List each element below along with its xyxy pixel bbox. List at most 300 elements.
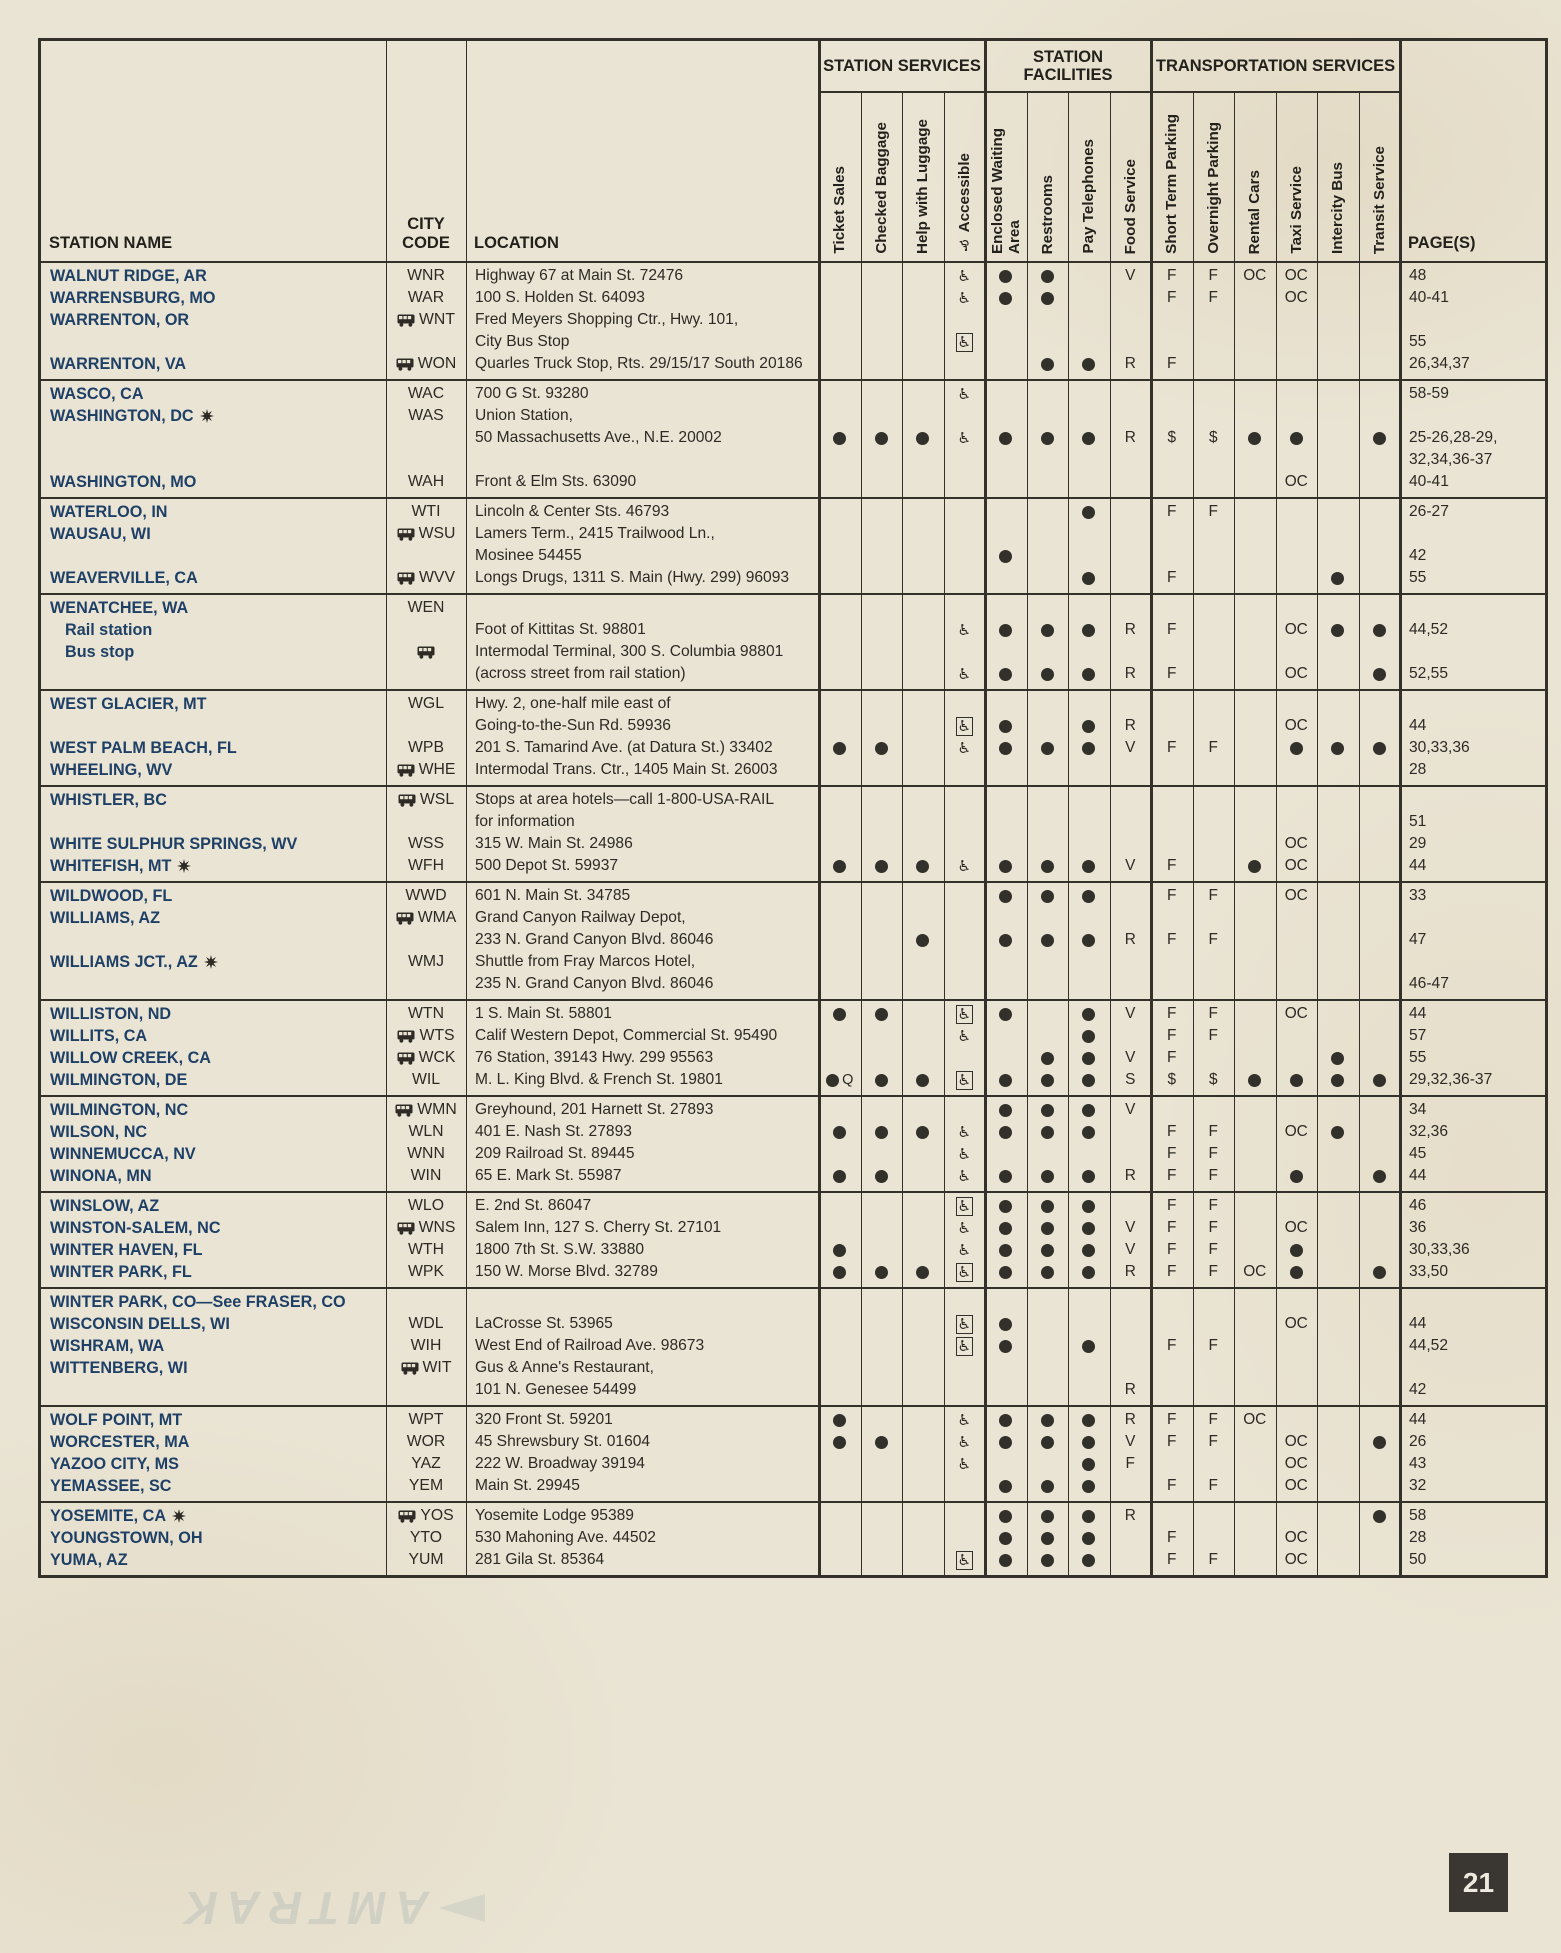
column-header-label: Transit Service — [1370, 145, 1388, 254]
bus-icon — [401, 1362, 419, 1375]
station-row — [41, 885, 1545, 907]
location-cell: (across street from rail station) — [475, 665, 686, 682]
cell-food-service — [1110, 1549, 1152, 1571]
cell-overnight-parking — [1193, 1069, 1235, 1091]
cell-transit-service — [1359, 693, 1401, 715]
cell-food-service — [1110, 1431, 1152, 1453]
cell-transit-service — [1359, 833, 1401, 855]
service-dot — [999, 1222, 1012, 1235]
location-cell: 201 S. Tamarind Ave. (at Datura St.) 33402 — [475, 739, 773, 756]
cell-help-with-luggage — [902, 353, 944, 375]
cell-checked-baggage — [861, 1379, 903, 1401]
city-code: WPB — [408, 739, 444, 756]
city-code: YAZ — [411, 1455, 441, 1472]
wheelchair-icon: ♿ — [957, 267, 971, 285]
location-cell: Lincoln & Center Sts. 46793 — [475, 503, 670, 520]
cell-taxi-service — [1276, 1357, 1318, 1379]
cell-enclosed-waiting-area — [985, 1143, 1027, 1165]
cell-rental-cars — [1234, 907, 1276, 929]
cell-taxi-service — [1276, 811, 1318, 833]
cell-accessible — [944, 1431, 986, 1453]
cell-taxi-service — [1276, 405, 1318, 427]
cell-rental-cars — [1234, 885, 1276, 907]
cell-rental-cars — [1234, 1357, 1276, 1379]
column-header-overnight-parking — [1193, 93, 1235, 261]
location-cell: Intermodal Terminal, 300 S. Columbia 98801 — [475, 643, 784, 660]
cell-food-service — [1110, 885, 1152, 907]
cell-taxi-service — [1276, 1313, 1318, 1335]
service-dot — [1082, 1510, 1095, 1523]
cell-rental-cars — [1234, 641, 1276, 663]
cell-pay-telephones — [1068, 1121, 1110, 1143]
station-name: WINTER PARK, CO—See FRASER, CO — [50, 1292, 346, 1311]
city-code-cell — [386, 545, 466, 567]
location-cell: Shuttle from Fray Marcos Hotel, — [475, 953, 696, 970]
cell-pay-telephones — [1068, 663, 1110, 685]
cell-transit-service — [1359, 501, 1401, 523]
station-row — [41, 663, 1545, 685]
service-letter: OC — [1284, 717, 1308, 734]
location-cell: 700 G St. 93280 — [475, 385, 589, 402]
cell-checked-baggage — [861, 1069, 903, 1091]
location-cell: 76 Station, 39143 Hwy. 299 95563 — [475, 1049, 714, 1066]
pages-cell: 26,34,37 — [1409, 355, 1470, 372]
cell-food-service — [1110, 1165, 1152, 1187]
city-code: WMA — [417, 909, 457, 926]
service-letter: F — [1208, 1145, 1218, 1162]
location-cell: M. L. King Blvd. & French St. 19801 — [475, 1071, 723, 1088]
cell-accessible — [944, 1239, 986, 1261]
station-name-cell — [41, 331, 386, 353]
cell-restrooms — [1027, 1431, 1069, 1453]
cell-short-term-parking — [1151, 833, 1193, 855]
cell-help-with-luggage — [902, 523, 944, 545]
cell-accessible — [944, 1549, 986, 1571]
service-letter: R — [1124, 621, 1136, 638]
cell-food-service — [1110, 737, 1152, 759]
service-dot — [833, 1126, 846, 1139]
cell-short-term-parking — [1151, 715, 1193, 737]
cell-rental-cars — [1234, 265, 1276, 287]
cell-taxi-service — [1276, 427, 1318, 449]
station-name-cell — [41, 641, 386, 663]
cell-ticket-sales — [819, 523, 861, 545]
location-cell: 281 Gila St. 85364 — [475, 1551, 605, 1568]
station-name: WEST GLACIER, MT — [50, 694, 207, 713]
cell-accessible — [944, 265, 986, 287]
service-letter: F — [1167, 1263, 1177, 1280]
station-name-cell — [41, 501, 386, 523]
pages-cell: 44 — [1409, 1005, 1427, 1022]
service-letter: F — [1167, 1123, 1177, 1140]
cell-checked-baggage — [861, 331, 903, 353]
station-name-cell — [41, 789, 386, 811]
pages-cell: 34 — [1409, 1101, 1427, 1118]
cell-enclosed-waiting-area — [985, 641, 1027, 663]
service-letter: F — [1167, 1145, 1177, 1162]
station-name: WISCONSIN DELLS, WI — [50, 1314, 230, 1333]
cell-short-term-parking — [1151, 1313, 1193, 1335]
sun-icon — [177, 859, 191, 873]
location-cell: 401 E. Nash St. 27893 — [475, 1123, 632, 1140]
cell-help-with-luggage — [902, 309, 944, 331]
service-dot — [1082, 1266, 1095, 1279]
cell-short-term-parking — [1151, 737, 1193, 759]
city-code-cell — [386, 1379, 466, 1401]
cell-checked-baggage — [861, 545, 903, 567]
cell-help-with-luggage — [902, 567, 944, 589]
pages-cell: 46 — [1409, 1197, 1427, 1214]
cell-rental-cars — [1234, 1505, 1276, 1527]
service-letter: R — [1124, 429, 1136, 446]
cell-pay-telephones — [1068, 855, 1110, 877]
cell-ticket-sales — [819, 353, 861, 375]
cell-ticket-sales — [819, 929, 861, 951]
station-name: Rail station — [65, 620, 153, 639]
cell-overnight-parking — [1193, 383, 1235, 405]
cell-food-service — [1110, 641, 1152, 663]
cell-intercity-bus — [1317, 449, 1359, 471]
cell-restrooms — [1027, 855, 1069, 877]
bus-icon — [417, 646, 435, 659]
column-header-label: Rental Cars — [1246, 169, 1264, 254]
cell-overnight-parking — [1193, 737, 1235, 759]
station-name-cell — [41, 1047, 386, 1069]
cell-short-term-parking — [1151, 1335, 1193, 1357]
service-dot — [1082, 572, 1095, 585]
cell-checked-baggage — [861, 663, 903, 685]
cell-rental-cars — [1234, 1003, 1276, 1025]
service-letter: R — [1124, 1167, 1136, 1184]
cell-restrooms — [1027, 309, 1069, 331]
cell-overnight-parking — [1193, 619, 1235, 641]
cell-restrooms — [1027, 973, 1069, 995]
cell-intercity-bus — [1317, 1431, 1359, 1453]
pages-cell: 50 — [1409, 1551, 1427, 1568]
cell-food-service — [1110, 951, 1152, 973]
station-name-cell — [41, 309, 386, 331]
cell-rental-cars — [1234, 449, 1276, 471]
service-dot — [1041, 358, 1054, 371]
station-name-cell — [41, 1099, 386, 1121]
cell-enclosed-waiting-area — [985, 383, 1027, 405]
cell-checked-baggage — [861, 597, 903, 619]
cell-enclosed-waiting-area — [985, 619, 1027, 641]
cell-short-term-parking — [1151, 929, 1193, 951]
city-code: WTS — [419, 1027, 455, 1044]
city-code: WHE — [418, 761, 456, 778]
station-row — [41, 1431, 1545, 1453]
wheelchair-icon: ♿ — [957, 1219, 971, 1237]
cell-short-term-parking — [1151, 1121, 1193, 1143]
service-dot — [999, 624, 1012, 637]
cell-intercity-bus — [1317, 1099, 1359, 1121]
station-name: WINSLOW, AZ — [50, 1196, 160, 1215]
cell-short-term-parking — [1151, 1165, 1193, 1187]
station-name-cell — [41, 427, 386, 449]
station-row — [41, 1261, 1545, 1283]
cell-overnight-parking — [1193, 1409, 1235, 1431]
city-code-cell — [386, 1195, 466, 1217]
location-cell: Mosinee 54455 — [475, 547, 582, 564]
location-cell: Longs Drugs, 1311 S. Main (Hwy. 299) 96093 — [475, 569, 790, 586]
cell-enclosed-waiting-area — [985, 1025, 1027, 1047]
station-name: WISHRAM, WA — [50, 1336, 165, 1355]
cell-restrooms — [1027, 885, 1069, 907]
page-number-badge: 21 — [1449, 1853, 1508, 1912]
station-row — [41, 1505, 1545, 1527]
station-row — [41, 1069, 1545, 1091]
cell-checked-baggage — [861, 501, 903, 523]
service-letter: OC — [1243, 1411, 1267, 1428]
cell-taxi-service — [1276, 1291, 1318, 1313]
cell-transit-service — [1359, 1195, 1401, 1217]
service-letter: F — [1208, 1027, 1218, 1044]
service-letter: R — [1124, 1381, 1136, 1398]
city-code-cell — [386, 567, 466, 589]
cell-transit-service — [1359, 265, 1401, 287]
cell-overnight-parking — [1193, 567, 1235, 589]
cell-ticket-sales — [819, 567, 861, 589]
cell-overnight-parking — [1193, 1313, 1235, 1335]
cell-food-service — [1110, 353, 1152, 375]
cell-pay-telephones — [1068, 789, 1110, 811]
cell-rental-cars — [1234, 1379, 1276, 1401]
cell-rental-cars — [1234, 929, 1276, 951]
service-dot — [999, 432, 1012, 445]
cell-pay-telephones — [1068, 405, 1110, 427]
cell-taxi-service — [1276, 1195, 1318, 1217]
cell-taxi-service — [1276, 1527, 1318, 1549]
wheelchair-boxed-icon: ♿ — [957, 1197, 971, 1215]
city-code-cell — [386, 929, 466, 951]
city-code: WNS — [418, 1219, 456, 1236]
cell-short-term-parking — [1151, 567, 1193, 589]
cell-rental-cars — [1234, 1313, 1276, 1335]
station-row — [41, 1549, 1545, 1571]
amtrak-watermark-text: AMTRAK — [175, 1882, 429, 1934]
cell-pay-telephones — [1068, 1143, 1110, 1165]
station-name: WITTENBERG, WI — [50, 1358, 188, 1377]
cell-food-service — [1110, 855, 1152, 877]
cell-accessible — [944, 789, 986, 811]
cell-rental-cars — [1234, 951, 1276, 973]
cell-overnight-parking — [1193, 1047, 1235, 1069]
cell-rental-cars — [1234, 1217, 1276, 1239]
cell-accessible — [944, 929, 986, 951]
cell-overnight-parking — [1193, 715, 1235, 737]
station-name-cell — [41, 383, 386, 405]
cell-rental-cars — [1234, 663, 1276, 685]
cell-checked-baggage — [861, 1217, 903, 1239]
cell-help-with-luggage — [902, 1195, 944, 1217]
cell-transit-service — [1359, 1099, 1401, 1121]
cell-restrooms — [1027, 405, 1069, 427]
city-code: WVV — [419, 569, 455, 586]
city-code: WFH — [408, 857, 444, 874]
city-code: WON — [417, 355, 457, 372]
cell-pay-telephones — [1068, 1475, 1110, 1497]
cell-pay-telephones — [1068, 523, 1110, 545]
cell-transit-service — [1359, 309, 1401, 331]
service-dot — [875, 1074, 888, 1087]
cell-ticket-sales — [819, 1195, 861, 1217]
cell-short-term-parking — [1151, 885, 1193, 907]
station-name: WILMINGTON, NC — [50, 1100, 189, 1119]
cell-pay-telephones — [1068, 471, 1110, 493]
service-dot — [833, 742, 846, 755]
band-empty-location — [466, 41, 819, 93]
cell-overnight-parking — [1193, 833, 1235, 855]
station-row — [41, 951, 1545, 973]
cell-overnight-parking — [1193, 641, 1235, 663]
service-letter: V — [1125, 739, 1136, 756]
service-letter: F — [1167, 1433, 1177, 1450]
wheelchair-icon: ♿ — [957, 1167, 971, 1185]
cell-taxi-service — [1276, 353, 1318, 375]
cell-pay-telephones — [1068, 353, 1110, 375]
cell-accessible — [944, 833, 986, 855]
cell-enclosed-waiting-area — [985, 663, 1027, 685]
cell-intercity-bus — [1317, 693, 1359, 715]
city-code-cell — [386, 1409, 466, 1431]
station-row — [41, 449, 1545, 471]
cell-food-service — [1110, 1409, 1152, 1431]
cell-checked-baggage — [861, 567, 903, 589]
wheelchair-icon: ♿ — [957, 621, 971, 639]
city-code: WPK — [408, 1263, 444, 1280]
sun-icon — [204, 955, 218, 969]
cell-enclosed-waiting-area — [985, 471, 1027, 493]
city-code-cell — [386, 951, 466, 973]
service-dot — [1041, 270, 1054, 283]
cell-accessible — [944, 1003, 986, 1025]
cell-enclosed-waiting-area — [985, 405, 1027, 427]
city-code: WNT — [419, 311, 455, 328]
cell-intercity-bus — [1317, 1379, 1359, 1401]
cell-intercity-bus — [1317, 1261, 1359, 1283]
service-dot — [1041, 742, 1054, 755]
cell-pay-telephones — [1068, 1261, 1110, 1283]
service-letter: F — [1167, 1027, 1177, 1044]
cell-accessible — [944, 759, 986, 781]
service-letter: F — [1208, 1551, 1218, 1568]
service-letter: F — [1208, 1241, 1218, 1258]
cell-food-service — [1110, 405, 1152, 427]
cell-food-service — [1110, 471, 1152, 493]
pages-cell: 29 — [1409, 835, 1427, 852]
location-cell: 222 W. Broadway 39194 — [475, 1455, 645, 1472]
station-name: Bus stop — [65, 642, 135, 661]
cell-intercity-bus — [1317, 811, 1359, 833]
city-code-cell — [386, 789, 466, 811]
cell-pay-telephones — [1068, 1527, 1110, 1549]
cell-taxi-service — [1276, 1143, 1318, 1165]
cell-accessible — [944, 545, 986, 567]
cell-checked-baggage — [861, 353, 903, 375]
cell-short-term-parking — [1151, 265, 1193, 287]
station-row — [41, 789, 1545, 811]
station-name-cell — [41, 973, 386, 995]
cell-short-term-parking — [1151, 1025, 1193, 1047]
cell-rental-cars — [1234, 471, 1276, 493]
location-cell — [466, 597, 819, 619]
cell-restrooms — [1027, 449, 1069, 471]
cell-transit-service — [1359, 1335, 1401, 1357]
station-name: WORCESTER, MA — [50, 1432, 190, 1451]
station-name: WALNUT RIDGE, AR — [50, 266, 207, 285]
cell-ticket-sales — [819, 737, 861, 759]
station-row — [41, 811, 1545, 833]
cell-checked-baggage — [861, 951, 903, 973]
cell-restrooms — [1027, 427, 1069, 449]
service-letter: F — [1208, 1123, 1218, 1140]
cell-restrooms — [1027, 759, 1069, 781]
station-name: WINSTON-SALEM, NC — [50, 1218, 221, 1237]
service-letter: F — [1208, 289, 1218, 306]
service-dot — [1041, 624, 1054, 637]
cell-short-term-parking — [1151, 1379, 1193, 1401]
cell-accessible — [944, 1379, 986, 1401]
cell-enclosed-waiting-area — [985, 1069, 1027, 1091]
cell-ticket-sales — [819, 811, 861, 833]
cell-checked-baggage — [861, 811, 903, 833]
cell-ticket-sales — [819, 663, 861, 685]
cell-food-service — [1110, 1195, 1152, 1217]
pages-cell: 48 — [1409, 267, 1427, 284]
column-header-pay-telephones — [1068, 93, 1110, 261]
cell-taxi-service — [1276, 1099, 1318, 1121]
cell-taxi-service — [1276, 471, 1318, 493]
cell-transit-service — [1359, 1379, 1401, 1401]
station-group — [41, 689, 1545, 785]
cell-ticket-sales — [819, 715, 861, 737]
cell-short-term-parking — [1151, 449, 1193, 471]
cell-rental-cars — [1234, 619, 1276, 641]
location-cell: 320 Front St. 59201 — [475, 1411, 613, 1428]
cell-food-service — [1110, 973, 1152, 995]
location-cell: Lamers Term., 2415 Trailwood Ln., — [475, 525, 715, 542]
cell-enclosed-waiting-area — [985, 567, 1027, 589]
cell-checked-baggage — [861, 1505, 903, 1527]
cell-help-with-luggage — [902, 737, 944, 759]
cell-transit-service — [1359, 1291, 1401, 1313]
cell-food-service — [1110, 287, 1152, 309]
station-name-cell — [41, 1217, 386, 1239]
pages-cell: 44 — [1409, 1315, 1427, 1332]
station-row — [41, 693, 1545, 715]
cell-ticket-sales — [819, 1527, 861, 1549]
station-row — [41, 353, 1545, 375]
service-dot — [1373, 668, 1386, 681]
station-name-cell — [41, 1549, 386, 1571]
wheelchair-icon: ♿ — [957, 1433, 971, 1451]
city-code: WLO — [408, 1197, 444, 1214]
cell-food-service — [1110, 1335, 1152, 1357]
cell-intercity-bus — [1317, 471, 1359, 493]
station-group — [41, 1191, 1545, 1287]
cell-transit-service — [1359, 427, 1401, 449]
cell-accessible — [944, 663, 986, 685]
service-dot — [999, 1170, 1012, 1183]
service-letter: F — [1208, 887, 1218, 904]
cell-help-with-luggage — [902, 693, 944, 715]
service-dot — [999, 1480, 1012, 1493]
column-header-accessible — [944, 93, 986, 261]
cell-overnight-parking — [1193, 1099, 1235, 1121]
cell-taxi-service — [1276, 833, 1318, 855]
station-name-cell — [41, 1357, 386, 1379]
